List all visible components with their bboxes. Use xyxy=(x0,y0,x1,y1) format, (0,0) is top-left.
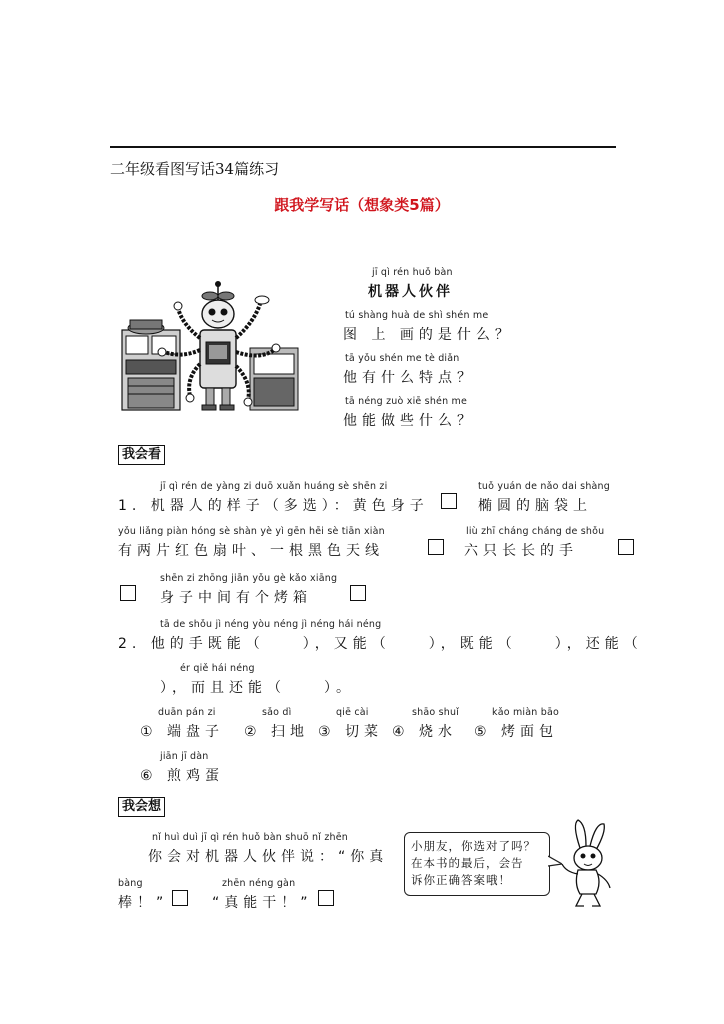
answer-checkbox[interactable] xyxy=(172,890,188,906)
question-pinyin: tú shàng huà de shì shén me xyxy=(345,310,489,321)
answer-checkbox[interactable] xyxy=(120,585,136,601)
look-section-tag: 我会看 xyxy=(118,445,165,465)
think-line2a-text: 棒！” xyxy=(118,895,169,911)
q1-line1-text-a: 1. 机器人的样子（多选）：黄色身子 xyxy=(118,498,429,514)
q2-line2-pinyin: ér qiě hái néng xyxy=(180,663,255,674)
question-pinyin: tā néng zuò xiē shén me xyxy=(345,396,468,407)
option-pinyin: shāo shuǐ xyxy=(412,707,460,718)
option-pinyin: sǎo dì xyxy=(262,707,292,718)
option-pinyin: jiān jī dàn xyxy=(160,751,209,762)
rabbit-illustration xyxy=(556,818,616,910)
question-pinyin: tā yǒu shén me tè diǎn xyxy=(345,353,460,364)
q2-line2-text: ），而且还能（ ）。 xyxy=(160,680,355,696)
answer-checkbox[interactable] xyxy=(428,539,444,555)
bubble-line: 在本书的最后，会告 xyxy=(411,856,524,870)
q1-line2-pinyin-a: yǒu liǎng piàn hóng sè shàn yè yì gēn hēi sè tiān xiàn xyxy=(118,526,385,537)
q1-line1-text-b: 椭圆的脑袋上 xyxy=(478,498,592,514)
option-text: ② 扫地 xyxy=(244,724,310,740)
q1-line2-text-a: 有两片红色扇叶、一根黑色天线 xyxy=(118,543,384,559)
question-text: 图 上 画的是什么？ xyxy=(343,327,514,343)
robot-illustration xyxy=(120,278,300,412)
q1-line2-text-b: 六只长长的手 xyxy=(464,543,578,559)
think-line1-text: 你会对机器人伙伴说：“你真 xyxy=(148,849,389,865)
option-pinyin: duān pán zi xyxy=(158,707,216,718)
option-pinyin: qiē cài xyxy=(336,707,369,718)
answer-checkbox[interactable] xyxy=(318,890,334,906)
q1-line1-pinyin-b: tuǒ yuán de nǎo dai shàng xyxy=(478,481,611,492)
topic-title: 机器人伙伴 xyxy=(368,284,453,300)
question-text: 他能做些什么？ xyxy=(343,413,476,429)
think-line2b-text: “真能干！” xyxy=(212,895,313,911)
think-line2b-pinyin: zhēn néng gàn xyxy=(222,878,296,889)
q1-line3-text: 身子中间有个烤箱 xyxy=(160,590,312,606)
q1-line2-pinyin-b: liù zhī cháng cháng de shǒu xyxy=(466,526,605,537)
option-text: ⑥ 煎鸡蛋 xyxy=(140,768,225,784)
option-text: ⑤ 烤面包 xyxy=(474,724,559,740)
answer-checkbox[interactable] xyxy=(441,493,457,509)
topic-pinyin: jī qì rén huǒ bàn xyxy=(372,267,453,278)
answer-checkbox[interactable] xyxy=(350,585,366,601)
question-text: 他有什么特点？ xyxy=(343,370,476,386)
section-title: 跟我学写话（想象类5篇） xyxy=(274,196,450,214)
document-title: 二年级看图写话34篇练习 xyxy=(110,160,280,178)
think-section-tag: 我会想 xyxy=(118,797,165,817)
bubble-line: 诉你正确答案哦！ xyxy=(411,873,511,887)
speech-bubble xyxy=(404,832,550,896)
option-text: ① 端盘子 xyxy=(140,724,225,740)
answer-checkbox[interactable] xyxy=(618,539,634,555)
header-rule xyxy=(110,146,616,148)
q1-line3-pinyin: shēn zi zhōng jiān yǒu gè kǎo xiāng xyxy=(160,573,338,584)
option-text: ③ 切菜 xyxy=(318,724,384,740)
q2-line1-text: 2. 他的手既能（ ），又能（ ），既能（ ），还能（ xyxy=(118,636,643,652)
think-line1-pinyin: nǐ huì duì jī qì rén huǒ bàn shuō nǐ zhēn xyxy=(152,832,349,843)
option-pinyin: kǎo miàn bāo xyxy=(492,707,559,718)
option-text: ④ 烧水 xyxy=(392,724,458,740)
think-line2a-pinyin: bàng xyxy=(118,878,143,889)
q1-line1-pinyin-a: jī qì rén de yàng zi duō xuǎn huáng sè shēn zi xyxy=(160,481,388,492)
q2-line1-pinyin: tā de shǒu jì néng yòu néng jì néng hái néng xyxy=(160,619,382,630)
bubble-line: 小朋友，你选对了吗？ xyxy=(411,839,536,853)
